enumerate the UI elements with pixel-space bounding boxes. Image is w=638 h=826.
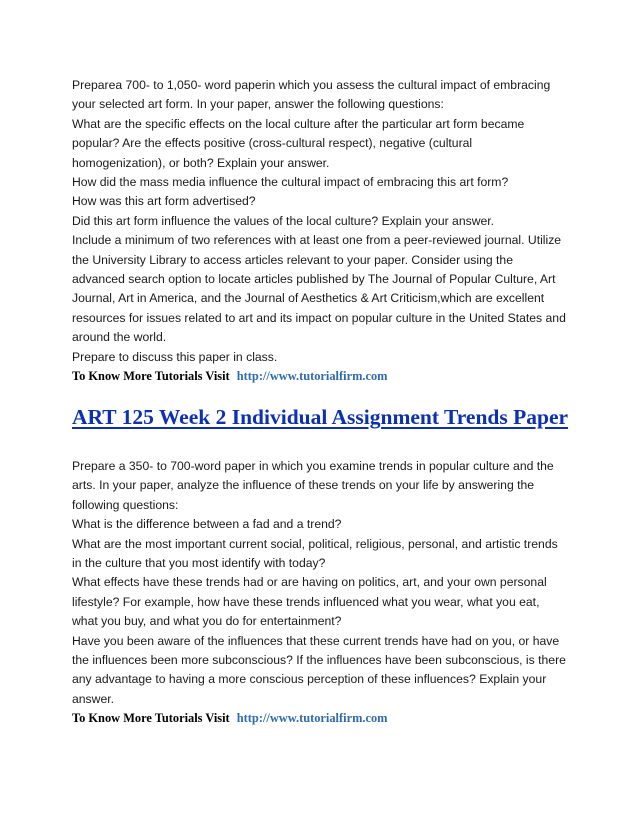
body-line: popular? Are the effects positive (cross-cultural respect), negative (cultural xyxy=(72,136,473,151)
body-line: what you buy, and what you do for entertainment? xyxy=(72,614,342,629)
body-line: following questions: xyxy=(72,497,179,512)
body-line: around the world. xyxy=(72,330,167,345)
tutorial-link[interactable]: http://www.tutorialfirm.com xyxy=(236,711,388,726)
body-line: What is the difference between a fad and a trend? xyxy=(72,517,342,532)
body-line: resources for issues related to art and its impact on popular culture in the United States and xyxy=(72,310,566,325)
body-line: any advantage to having a more conscious perception of these influences? Explain your xyxy=(72,672,547,687)
body-line: the University Library to access articles relevant to your paper. Consider using the xyxy=(72,252,513,267)
section-2-body xyxy=(72,457,572,729)
body-line: the influences been more subconscious? If the influences have been subconscious, is there xyxy=(72,653,566,668)
body-line: Journal, Art in America, and the Journal of Aesthetics & Art Criticism,which are excellent xyxy=(72,291,545,306)
body-line: Have you been aware of the influences that these current trends have had on you, or have xyxy=(72,633,560,648)
tutorial-link[interactable]: http://www.tutorialfirm.com xyxy=(236,369,388,384)
body-line: Prepare to discuss this paper in class. xyxy=(72,349,278,364)
body-line: How was this art form advertised? xyxy=(72,194,256,209)
body-line: answer. xyxy=(72,691,115,706)
body-line: Preparea 700- to 1,050- word paperin which you assess the cultural impact of embracing xyxy=(72,78,551,92)
body-line: What are the specific effects on the local culture after the particular art form became xyxy=(72,116,525,131)
assignment-heading: ART 125 Week 2 Individual Assignment Trends Paper xyxy=(72,405,569,429)
body-line: arts. In your paper, analyze the influence of these trends on your life by answering the xyxy=(72,478,535,493)
body-line: What are the most important current social, political, religious, personal, and artistic trends xyxy=(72,536,558,551)
body-line: Include a minimum of two references with at least one from a peer-reviewed journal. Utilize xyxy=(72,233,562,248)
section-1-body xyxy=(72,76,572,387)
tutorials-visit-line xyxy=(72,367,572,386)
body-line: Did this art form influence the values of the local culture? Explain your answer. xyxy=(72,213,495,228)
body-line: What effects have these trends had or are having on politics, art, and your own personal xyxy=(72,575,547,590)
visit-label: To Know More Tutorials Visit xyxy=(72,369,230,384)
body-line: your selected art form. In your paper, answer the following questions: xyxy=(72,97,444,112)
body-line: in the culture that you most identify with today? xyxy=(72,556,326,571)
body-line: Prepare a 350- to 700-word paper in which you examine trends in popular culture and the xyxy=(72,459,554,473)
visit-label: To Know More Tutorials Visit xyxy=(72,711,230,726)
body-line: How did the mass media influence the cultural impact of embracing this art form? xyxy=(72,175,509,190)
body-line: homogenization), or both? Explain your answer. xyxy=(72,155,330,170)
tutorials-visit-line xyxy=(72,709,572,728)
body-line: advanced search option to locate articles published by The Journal of Popular Culture, Art xyxy=(72,272,556,287)
body-line: lifestyle? For example, how have these trends influenced what you wear, what you eat, xyxy=(72,594,540,609)
